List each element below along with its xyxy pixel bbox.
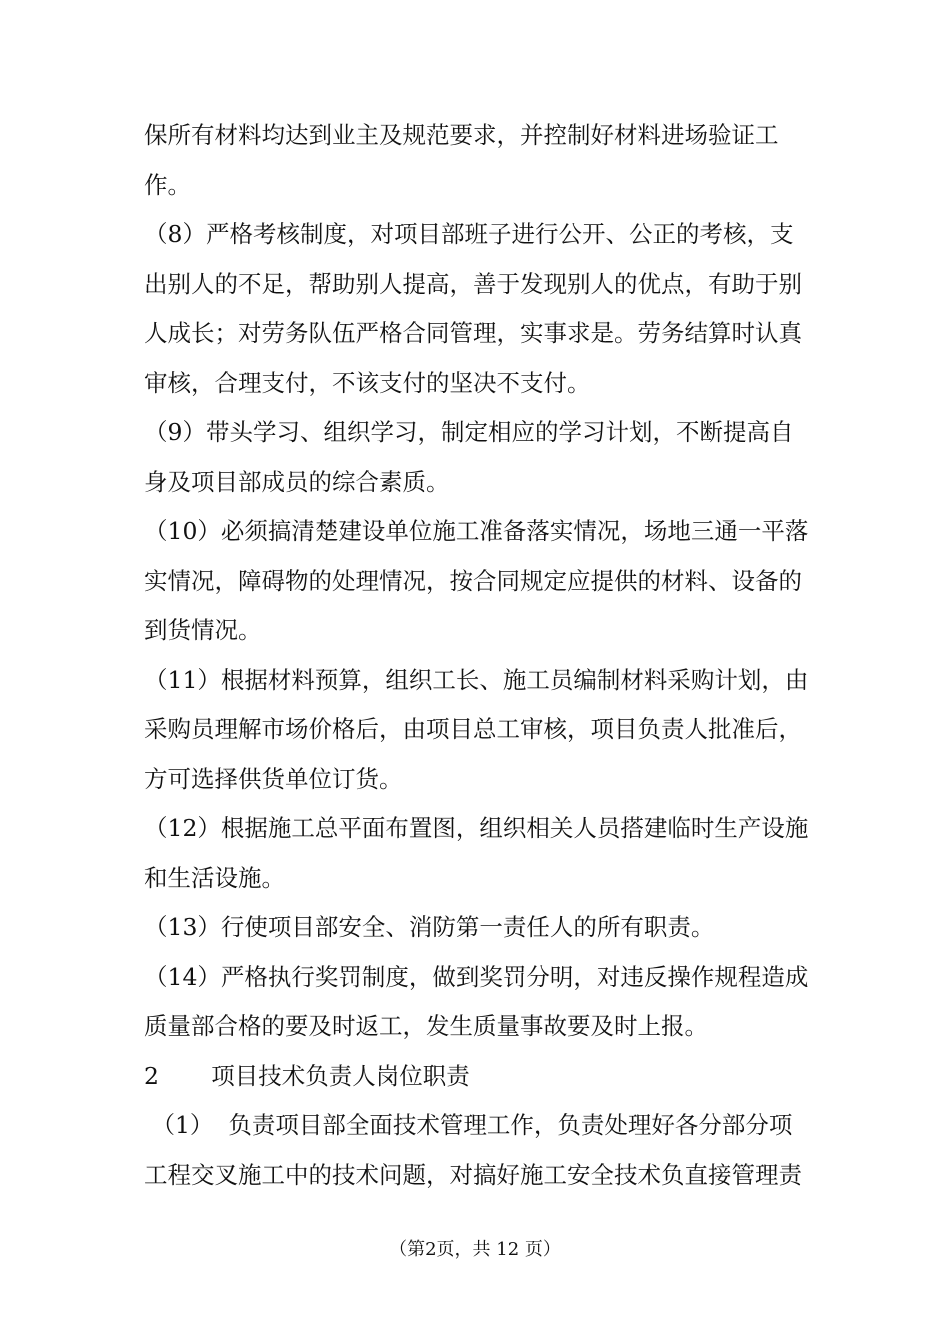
text-line: （14）严格执行奖罚制度，做到奖罚分明，对违反操作规程造成 <box>144 962 809 991</box>
text-line: （12）根据施工总平面布置图，组织相关人员搭建临时生产设施 <box>144 814 809 842</box>
text-line: 和生活设施。 <box>144 863 285 892</box>
text-line: 出别人的不足，帮助别人提高，善于发现别人的优点，有助于别 <box>144 269 802 298</box>
text-line: （1） 负责项目部全面技术管理工作，负责处理好各分部分项 <box>144 1111 793 1139</box>
text-line: 质量部合格的要及时返工，发生质量事故要及时上报。 <box>144 1012 708 1040</box>
text-line: 工程交叉施工中的技术问题，对搞好施工安全技术负直接管理责 <box>144 1160 802 1189</box>
text-line: 到货情况。 <box>144 616 262 644</box>
text-line: （8）严格考核制度，对项目部班子进行公开、公正的考核，支 <box>144 220 794 248</box>
text-line: （9）带头学习、组织学习，制定相应的学习计划，不断提高自 <box>144 418 794 446</box>
section-heading: 2 项目技术负责人岗位职责 <box>144 1061 470 1090</box>
text-line: 人成长；对劳务队伍严格合同管理，实事求是。劳务结算时认真 <box>144 319 802 347</box>
body-text <box>144 111 814 1200</box>
text-line: 身及项目部成员的综合素质。 <box>144 467 450 496</box>
text-line: 保所有材料均达到业主及规范要求，并控制好材料进场验证工 <box>144 121 779 149</box>
text-line: （13）行使项目部安全、消防第一责任人的所有职责。 <box>144 913 715 941</box>
text-line: （10）必须搞清楚建设单位施工准备落实情况，场地三通一平落 <box>144 517 809 545</box>
text-line: 作。 <box>144 170 191 199</box>
text-line: 审核，合理支付，不该支付的坚决不支付。 <box>144 368 591 397</box>
text-line: 采购员理解市场价格后，由项目总工审核，项目负责人批准后， <box>144 715 802 743</box>
text-line: 方可选择供货单位订货。 <box>144 764 403 793</box>
text-line: 实情况，障碍物的处理情况，按合同规定应提供的材料、设备的 <box>144 566 802 595</box>
page-footer: （第2页，共 12 页） <box>389 1239 561 1260</box>
text-line: （11）根据材料预算，组织工长、施工员编制材料采购计划，由 <box>144 665 809 694</box>
